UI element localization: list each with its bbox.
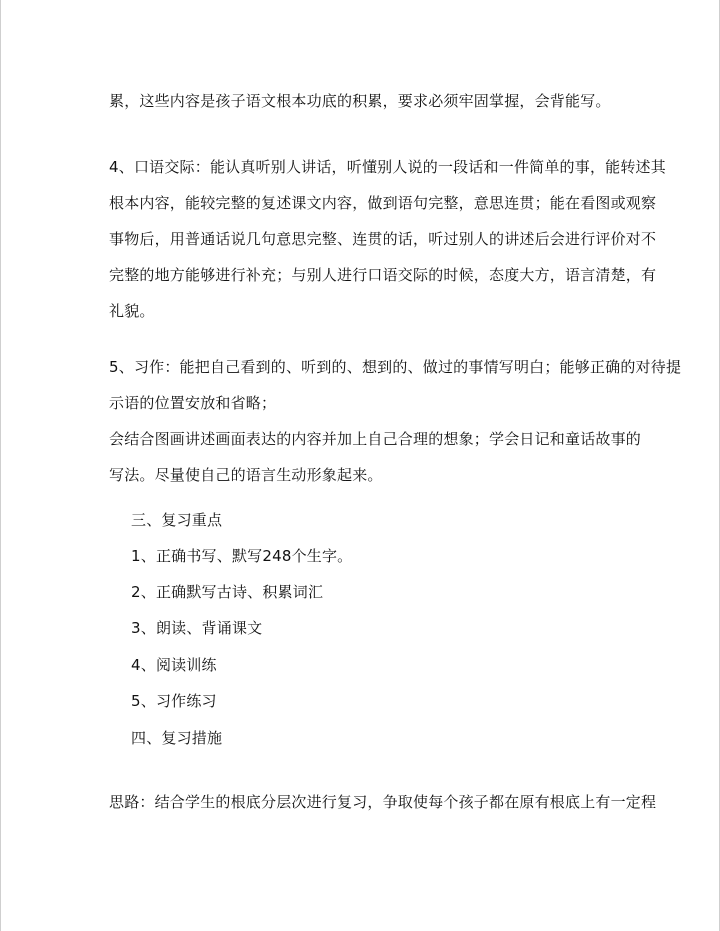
list-item: 2、正确默写古诗、积累词汇: [131, 583, 324, 601]
paragraph-line: 会结合图画讲述画面表达的内容并加上自己合理的想象；学会日记和童话故事的: [109, 430, 642, 448]
paragraph-line: 礼貌。: [109, 302, 155, 320]
paragraph-line: 示语的位置安放和省略；: [109, 394, 277, 412]
paragraph-line: 思路：结合学生的根底分层次进行复习，争取使每个孩子都在原有根底上有一定程: [109, 793, 657, 811]
section-heading: 三、复习重点: [131, 511, 223, 529]
paragraph-line: 写法。尽量使自己的语言生动形象起来。: [109, 466, 383, 484]
section-heading: 四、复习措施: [131, 729, 223, 747]
paragraph-line: 事物后，用普通话说几句意思完整、连贯的话，听过别人的讲述后会进行评价对不: [109, 230, 657, 248]
list-item: 4、阅读训练: [131, 656, 217, 674]
paragraph-line: 根本内容，能较完整的复述课文内容，做到语句完整，意思连贯；能在看图或观察: [109, 194, 657, 212]
paragraph-line: 4、口语交际：能认真听别人讲话，听懂别人说的一段话和一件简单的事，能转述其: [109, 158, 666, 176]
paragraph-line: 累，这些内容是孩子语文根本功底的积累，要求必须牢固掌握，会背能写。: [109, 92, 611, 110]
paragraph-line: 完整的地方能够进行补充；与别人进行口语交际的时候，态度大方，语言清楚，有: [109, 266, 657, 284]
paragraph-line: 5、习作：能把自己看到的、听到的、想到的、做过的事情写明白；能够正确的对待提: [109, 358, 682, 376]
list-item: 1、正确书写、默写248个生字。: [131, 547, 353, 565]
list-item: 3、朗读、背诵课文: [131, 619, 263, 637]
list-item: 5、习作练习: [131, 692, 217, 710]
